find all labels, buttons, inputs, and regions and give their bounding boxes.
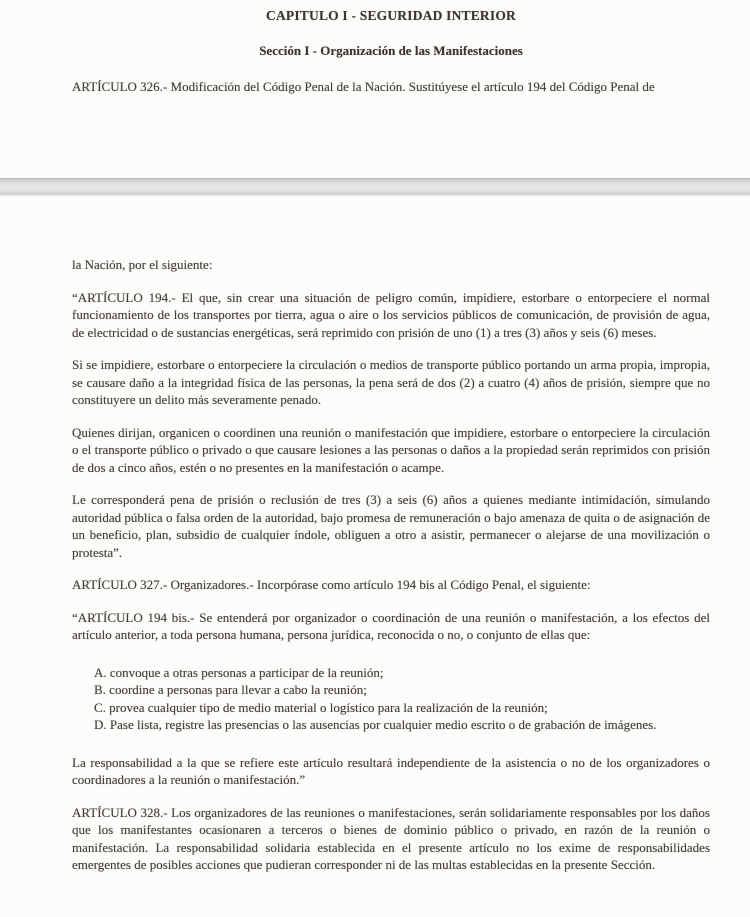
section-heading: Sección I - Organización de las Manifestaciones (259, 43, 523, 58)
intimidation-penalty-paragraph: Le corresponderá pena de prisión o reclusión de tres (3) a seis (6) años a quienes mediante intimidación, simulando autoridad pública o falsa orden de la autoridad, bajo promesa de remuneración o bajo amenaza de quita o de asignación de un beneficio, plan, subsidio de cualquier índole, obliguen a otro a asistir, permanecer o alejarse de una movilización o protesta”. (72, 492, 710, 560)
page-bottom-section (0, 256, 750, 889)
article-194-paragraph: “ARTÍCULO 194.- El que, sin crear una situación de peligro común, impidiere, estorbare o entorpeciere el normal funcionamiento de los transportes por tierra, agua o aire o los servicios públicos de comunicación, de provisión de agua, de electricidad o de sustancias energéticas, será reprimido con prisión de uno (1) a tres (3) años y seis (6) meses. (72, 289, 710, 340)
responsibility-independence-paragraph: La responsabilidad a la que se refiere este artículo resultará independiente de la asistencia o no de los organizadores o coordinadores a la reunión o manifestación.” (72, 754, 710, 787)
page-break-divider (0, 178, 750, 195)
article-326-paragraph: ARTÍCULO 326.- Modificación del Código Penal de la Nación. Sustitúyese el artículo 194 del Código Penal de (72, 79, 655, 94)
organizer-clause-list (72, 664, 710, 734)
continuation-line: la Nación, por el siguiente: (72, 257, 213, 272)
article-327-paragraph: ARTÍCULO 327.- Organizadores.- Incorpórase como artículo 194 bis al Código Penal, el siguiente: (72, 577, 591, 592)
page-top-section (0, 0, 750, 96)
clause-item-a: A. convoque a otras personas a participar de la reunión; (94, 664, 384, 680)
clause-item-d: D. Pase lista, registre las presencias o las ausencias por cualquier medio escrito o de grabación de imágenes. (94, 717, 657, 732)
organizers-liability-paragraph: Quienes dirijan, organicen o coordinen una reunión o manifestación que impidiere, estorbare o entorpeciere la circulación o el transporte público o privado o que causare lesiones a las personas o daños a la propiedad serán reprimidos con prisión de dos a cinco años, estén o no presentes en la manifestación o acampe. (72, 424, 710, 475)
clause-item-b: B. coordine a personas para llevar a cabo la reunión; (94, 682, 367, 697)
clause-item-c: C. provea cualquier tipo de medio material o logístico para la realización de la reunión; (94, 699, 548, 715)
article-328-paragraph: ARTÍCULO 328.- Los organizadores de las reuniones o manifestaciones, serán solidariamente responsables por los daños que los manifestantes ocasionaren a terceros o bienes de dominio público o privado, en razón de la reunión o manifestación. La responsabilidad solidaria establecida en el presente artículo no los exime de responsabilidades emergentes de posibles acciones que pudieran corresponder ni de las multas establecidas en la presente Sección. (72, 804, 710, 872)
text-column-bottom (72, 256, 710, 874)
article-194-penalty-paragraph: Si se impidiere, estorbare o entorpeciere la circulación o medios de transporte público portando un arma propia, impropia, se causare daño a la integridad física de las personas, la pena será de dos (2) a cuatro (4) años de prisión, siempre que no constituyere un delito más severamente penado. (72, 357, 710, 407)
text-column-top (72, 0, 710, 96)
chapter-heading: CAPITULO I - SEGURIDAD INTERIOR (266, 8, 516, 23)
article-194bis-paragraph: “ARTÍCULO 194 bis.- Se entenderá por organizador o coordinación de una reunión o manifestación, a los efectos del artículo anterior, a toda persona humana, persona jurídica, reconocida o no, o conjunto de ellas que: (72, 609, 710, 642)
